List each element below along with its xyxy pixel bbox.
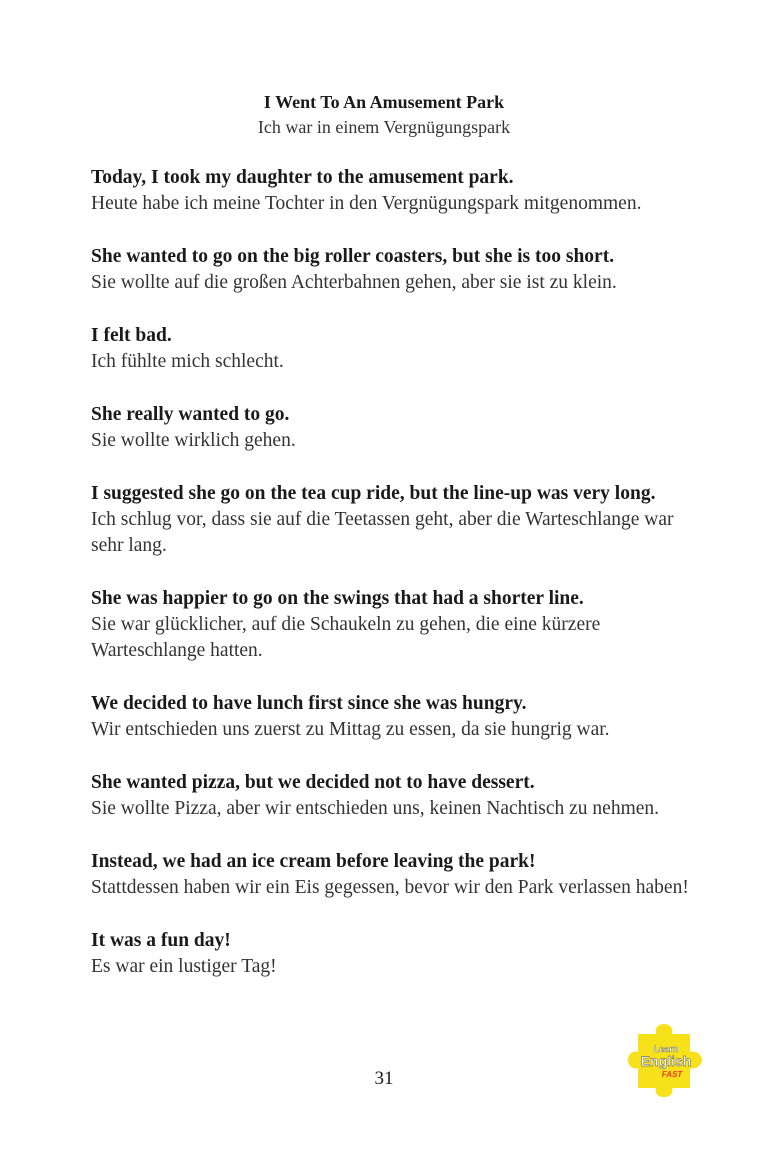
svg-text:Learn: Learn <box>653 1044 679 1054</box>
english-sentence: She was happier to go on the swings that had a shorter line. <box>91 588 584 609</box>
sentence-pair <box>91 244 691 296</box>
german-translation: Sie war glücklicher, auf die Schaukeln zu gehen, die eine kürzere Warteschlange hatten. <box>91 614 601 661</box>
english-sentence: I suggested she go on the tea cup ride, but the line-up was very long. <box>91 483 656 504</box>
english-sentence: She wanted pizza, but we decided not to have dessert. <box>91 772 535 793</box>
german-translation: Sie wollte wirklich gehen. <box>91 430 296 451</box>
sentence-pair <box>91 165 691 217</box>
english-sentence: Today, I took my daughter to the amusement park. <box>91 167 514 188</box>
german-translation: Sie wollte auf die großen Achterbahnen gehen, aber sie ist zu klein. <box>91 272 617 293</box>
german-translation: Ich schlug vor, dass sie auf die Teetassen geht, aber die Warteschlange war sehr lang. <box>91 509 674 556</box>
english-sentence: She wanted to go on the big roller coasters, but she is too short. <box>91 246 615 267</box>
sentence-list <box>91 165 691 1007</box>
svg-text:English: English <box>640 1053 692 1069</box>
german-translation: Stattdessen haben wir ein Eis gegessen, bevor wir den Park verlassen haben! <box>91 877 689 898</box>
learn-english-fast-logo <box>626 1022 706 1098</box>
sentence-pair <box>91 481 691 559</box>
sentence-pair <box>91 770 691 822</box>
page-number: 31 <box>374 1068 394 1089</box>
german-translation: Sie wollte Pizza, aber wir entschieden uns, keinen Nachtisch zu nehmen. <box>91 798 660 819</box>
story-title: I Went To An Amusement Park <box>263 92 505 112</box>
english-sentence: We decided to have lunch first since she was hungry. <box>91 693 527 714</box>
german-translation: Heute habe ich meine Tochter in den Vergnügungspark mitgenommen. <box>91 193 642 214</box>
svg-text:FAST: FAST <box>661 1070 683 1079</box>
title-block <box>0 90 768 140</box>
sentence-pair <box>91 586 691 664</box>
german-translation: Es war ein lustiger Tag! <box>91 956 277 977</box>
sentence-pair <box>91 928 691 980</box>
german-translation: Wir entschieden uns zuerst zu Mittag zu essen, da sie hungrig war. <box>91 719 610 740</box>
german-translation: Ich fühlte mich schlecht. <box>91 351 284 372</box>
sentence-pair <box>91 691 691 743</box>
english-sentence: Instead, we had an ice cream before leaving the park! <box>91 851 536 872</box>
english-sentence: It was a fun day! <box>91 930 231 951</box>
sentence-pair <box>91 402 691 454</box>
puzzle-piece-icon <box>626 1022 706 1098</box>
story-subtitle: Ich war in einem Vergnügungspark <box>257 117 511 137</box>
english-sentence: She really wanted to go. <box>91 404 290 425</box>
english-sentence: I felt bad. <box>91 325 172 346</box>
sentence-pair <box>91 849 691 901</box>
sentence-pair <box>91 323 691 375</box>
